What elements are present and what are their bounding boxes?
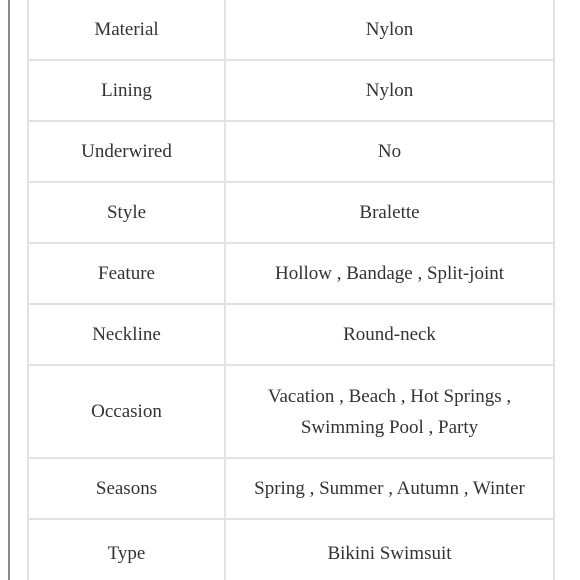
spec-label-occasion: Occasion bbox=[28, 365, 225, 458]
spec-value-seasons: Spring , Summer , Autumn , Winter bbox=[225, 458, 554, 519]
spec-value-underwired: No bbox=[225, 121, 554, 182]
table-row bbox=[28, 304, 554, 365]
spec-value-material: Nylon bbox=[225, 0, 554, 60]
table-row bbox=[28, 182, 554, 243]
spec-label-seasons: Seasons bbox=[28, 458, 225, 519]
spec-value-type: Bikini Swimsuit bbox=[225, 519, 554, 580]
spec-value-lining: Nylon bbox=[225, 60, 554, 121]
spec-value-neckline: Round-neck bbox=[225, 304, 554, 365]
spec-label-neckline: Neckline bbox=[28, 304, 225, 365]
spec-label-material: Material bbox=[28, 0, 225, 60]
table-row bbox=[28, 0, 554, 60]
spec-label-underwired: Underwired bbox=[28, 121, 225, 182]
table-row bbox=[28, 458, 554, 519]
table-row bbox=[28, 519, 554, 580]
table-row bbox=[28, 60, 554, 121]
spec-label-style: Style bbox=[28, 182, 225, 243]
table-row bbox=[28, 121, 554, 182]
spec-label-feature: Feature bbox=[28, 243, 225, 304]
spec-label-type: Type bbox=[28, 519, 225, 580]
spec-value-feature: Hollow , Bandage , Split-joint bbox=[225, 243, 554, 304]
product-spec-table bbox=[27, 0, 555, 580]
left-divider bbox=[8, 0, 10, 580]
spec-value-occasion: Vacation , Beach , Hot Springs , Swimming Pool , Party bbox=[225, 365, 554, 458]
spec-label-lining: Lining bbox=[28, 60, 225, 121]
spec-value-style: Bralette bbox=[225, 182, 554, 243]
table-row bbox=[28, 243, 554, 304]
table-row bbox=[28, 365, 554, 458]
